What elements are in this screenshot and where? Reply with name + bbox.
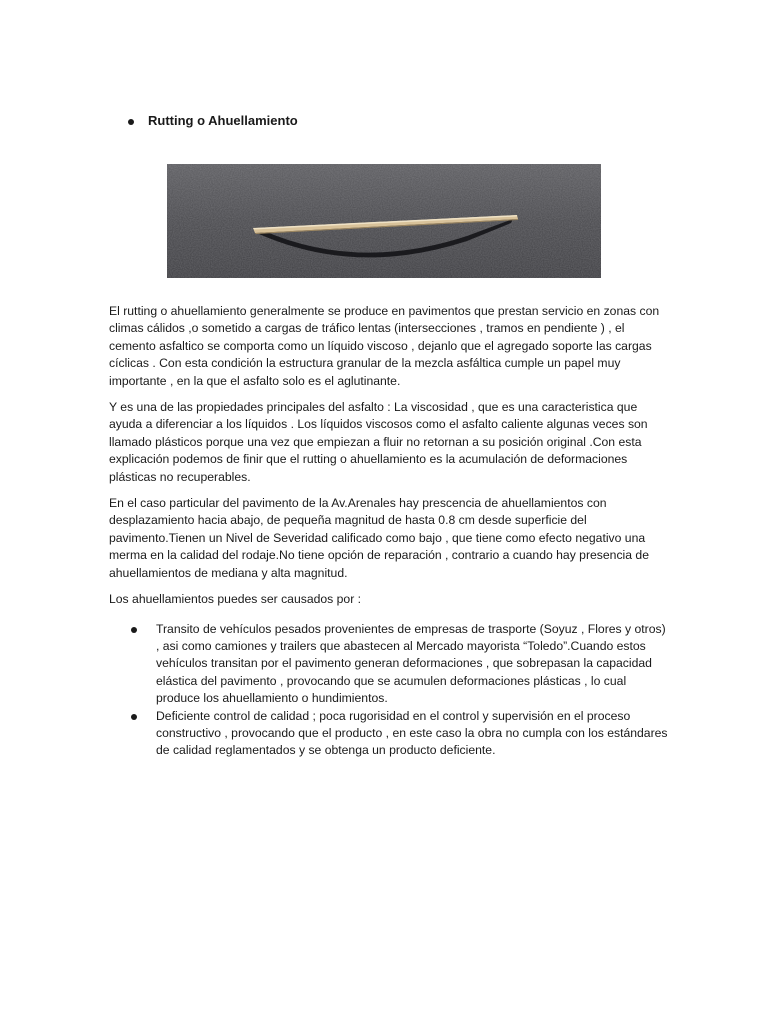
heading-text: Rutting o Ahuellamiento (148, 113, 298, 128)
paragraph-definition: El rutting o ahuellamiento generalmente se produce en pavimentos que prestan servicio en zonas con climas cálidos ,o sometido a cargas de tráfico lentas (intersecciones , tramos en pendiente ) , el cemento asfaltico se comporta como un líquido viscoso , dejanlo que el agregado soporte las cargas cíclicas . Con esta condición la estructura granular de la mezcla asfáltica cumple un papel muy importante , en la que el asfalto solo es el aglutinante. (109, 304, 660, 388)
bullet-icon (131, 714, 137, 720)
paragraph-av-arenales: En el caso particular del pavimento de la Av.Arenales hay prescencia de ahuellamientos con desplazamiento hacia abajo, de pequeña magnitud de hasta 0.8 cm desde superficie del pavimento.Tienen un Nivel de Severidad calificado como bajo , que tiene como efecto negativo una merma en la calidad del rodaje.No tiene opción de reparación , contrario a cuando hay presencia de ahuellamientos de mediana y alta magnitud. (109, 496, 649, 580)
list-item-text: Transito de vehículos pesados provenientes de empresas de trasporte (Soyuz , Flores y otros) , asi como camiones y trailers que abastecen al Mercado mayorista “Toledo”.Cuando estos vehículos transitan por el pavimento generan deformaciones , que sobrepasan la capacidad elástica del pavimento , provocando que se acumulen deformaciones plásticas , lo cual produce los ahuellamiento o hundimientos. (156, 621, 666, 706)
rutting-photo (167, 164, 601, 278)
section-heading (128, 113, 298, 128)
paragraph-causes-intro: Los ahuellamientos puedes ser causados por : (109, 592, 362, 607)
causes-list (109, 621, 669, 760)
bullet-icon (128, 114, 148, 127)
list-item (109, 621, 669, 708)
paragraph-viscosity: Y es una de las propiedades principales del asfalto : La viscosidad , que es una caracteristica que ayuda a diferenciar a los líquidos . Los líquidos viscosos como el asfalto caliente algunas veces son llamado plásticos porque una vez que empiezan a fluir no retornan a su posición original .Con esta explicación podemos de finir que el rutting o ahuellamiento es la acumulación de deformaciones plásticas no recuperables. (109, 400, 648, 484)
bullet-icon (131, 627, 137, 633)
body-text (109, 303, 669, 760)
list-item-text: Deficiente control de calidad ; poca rugorisidad en el control y supervisión en el proceso constructivo , provocando que el producto , en este caso la obra no cumpla con los estándares de calidad reglamentados y se obtenga un producto deficiente. (156, 708, 668, 758)
list-item (109, 708, 669, 760)
